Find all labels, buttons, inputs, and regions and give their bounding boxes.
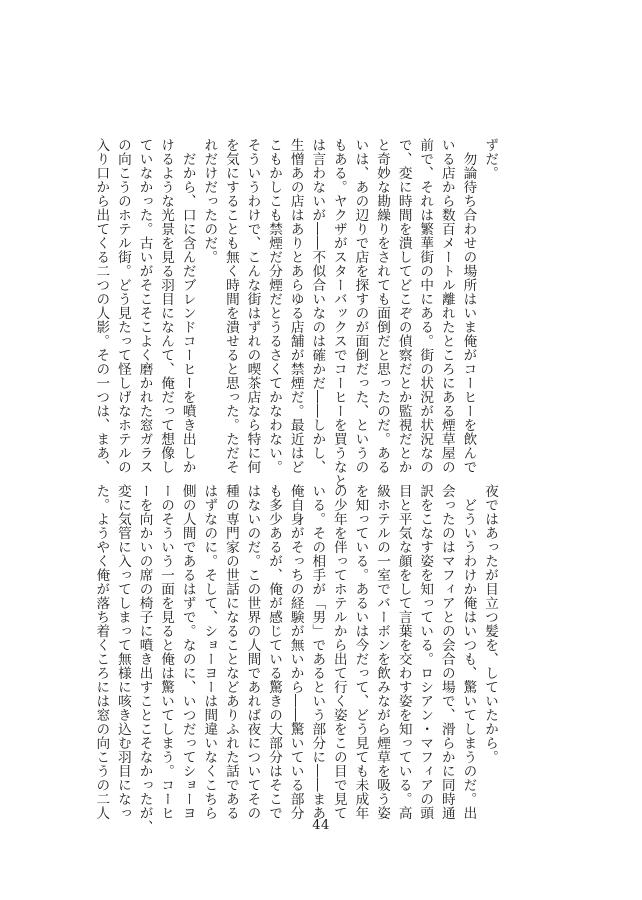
- text-line: はないのだ。この世界の人間であれば夜についてその: [244, 484, 261, 820]
- text-line: も多少あるが、俺が感じている驚きの大部分はそこで: [266, 484, 283, 820]
- text-line: ていなかった。古いがそこそこよく磨かれた窓ガラス: [136, 138, 153, 474]
- text-line: どういうわけか俺はいつも、驚いてしまうのだ。出: [460, 484, 477, 820]
- text-line: 入り口から出てくる二つの人影。その一つは、まあ、: [93, 138, 110, 474]
- text-line: と奇妙な勘繰りをされても面倒だと思ったのだ。ある: [374, 138, 391, 474]
- text-block-top: [93, 138, 500, 488]
- text-line: 種の専門家の世話になることなどありふれた話である: [222, 484, 239, 820]
- text-line: はずなのに。そして、ショーヨーは間違いなくこちら: [201, 484, 218, 820]
- text-line: 夜ではあったが目立つ髪を、していたから。: [482, 484, 498, 764]
- text-line: ーのそういう一面を見ると俺は驚いてしまう。コーヒ: [158, 484, 175, 820]
- text-line: 生憎あの店はありとあらゆる店舗が禁煙だ。最近はど: [287, 138, 304, 474]
- text-line: 側の人間であるはずで。なのに、いつだってショーヨ: [179, 484, 196, 820]
- text-line: ーを向かいの席の椅子に噴き出すことこそなかったが、: [136, 484, 153, 834]
- text-line: は言わないが――不似合いなのは確かだ――しかし、: [309, 138, 326, 474]
- text-line: 勿論待ち合わせの場所はいま俺がコーヒーを飲んで: [460, 138, 477, 474]
- text-line: けるような光景を見る羽目になんて、俺だって想像し: [158, 138, 175, 474]
- text-line: 会ったのはマフィアとの会合の場で、滑らかに同時通: [438, 484, 455, 820]
- text-line: 訳をこなす姿を知っている。ロシアン・マフィアの頭: [417, 484, 434, 820]
- text-line: 変に気管に入ってしまって無様に咳き込む羽目になっ: [114, 484, 131, 820]
- text-line: いは、あの辺りで店を探すのが面倒だった、というの: [352, 138, 369, 474]
- text-line: 級ホテルの一室でバーボンを飲みながら煙草を吸う姿: [374, 484, 391, 820]
- text-line: ずだ。: [482, 138, 498, 180]
- text-line: れだけだったのだ。: [201, 138, 218, 264]
- text-line: を知っている。あるいは今だって、どう見ても未成年: [352, 484, 369, 820]
- text-line: だから、口に含んだブレンドコーヒーを噴き出しか: [179, 138, 196, 474]
- text-line: 目と平気な顔をして言葉を交わす姿を知っている。高: [395, 484, 412, 820]
- text-line: を気にすることも無く時間を潰せると思った。ただそ: [222, 138, 239, 474]
- text-line: 俺自身がそっちの経験が無いから――驚いている部分: [287, 484, 304, 820]
- text-line: 前で、それは繁華街の中にある。街の状況が状況なの: [417, 138, 434, 474]
- text-line: の少年を伴ってホテルから出て行く姿をこの目で見て: [330, 484, 347, 820]
- text-line: た。ようやく俺が落ち着くころには窓の向こうの二人: [93, 484, 110, 820]
- page-number: 44: [312, 818, 330, 833]
- text-line: そういうわけで、こんな街はずれの喫茶店なら特に何: [244, 138, 261, 474]
- text-line: の向こうのホテル街。どう見たって怪しげなホテルの: [114, 138, 131, 474]
- text-line: いる店から数百メートル離れたところにある煙草屋の: [438, 138, 455, 474]
- text-line: いる。その相手が「男」であるという部分に――まあ: [309, 484, 326, 820]
- text-line: こもかしこも禁煙だ分煙だとうるさくてかなわない。: [266, 138, 283, 474]
- text-line: で、変に時間を潰してどこぞの偵察だとか監視だとか: [395, 138, 412, 474]
- text-line: もある。ヤクザがスターバックスでコーヒーを買うなと: [330, 138, 347, 488]
